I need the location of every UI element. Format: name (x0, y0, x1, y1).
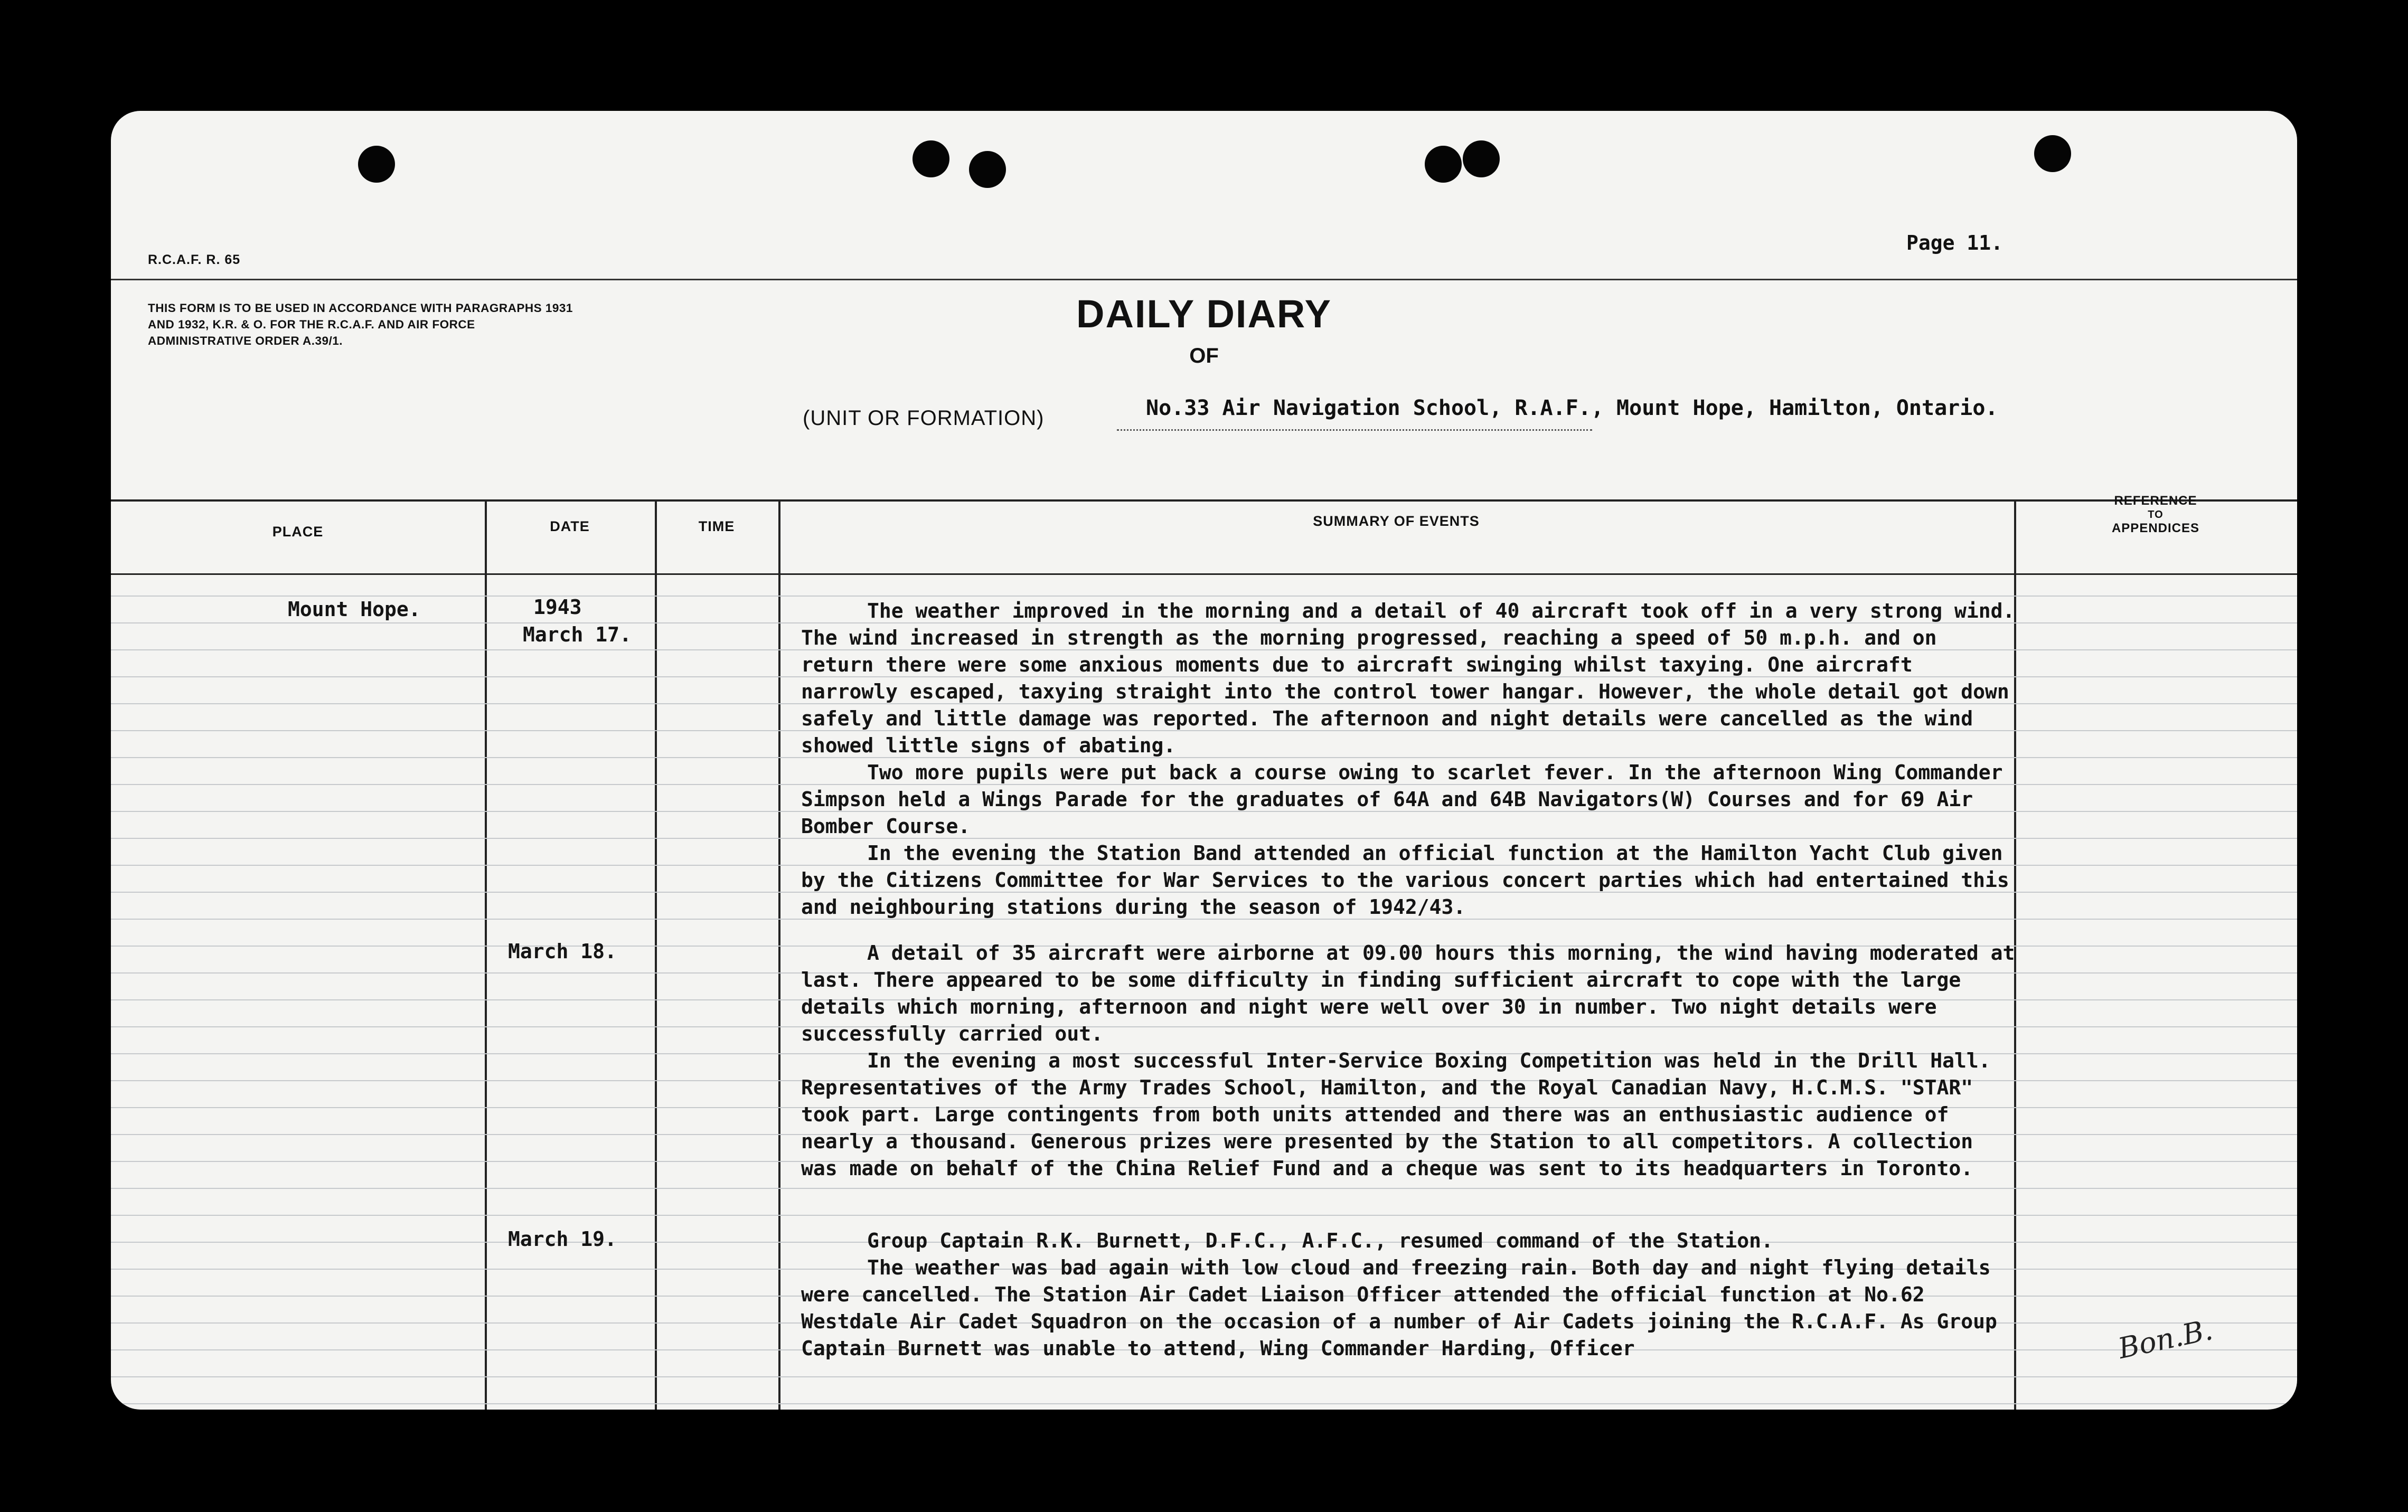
entry-place: Mount Hope. (288, 598, 421, 621)
punch-hole (358, 146, 395, 183)
reference-label-3: APPENDICES (2111, 521, 2200, 535)
title-of-label: OF (1189, 344, 1219, 367)
form-number: R.C.A.F. R. 65 (148, 252, 241, 267)
summary-paragraph: A detail of 35 aircraft were airborne at 09.00 hours this morning, the wind having moderated at last. There appeared to be some difficulty in finding sufficient aircraft to cope with the large details which morning, afternoon and night were well over 30 in number. Two night details were successfully carried out. (801, 941, 2015, 1045)
punch-hole (913, 140, 949, 177)
ruled-line (111, 1376, 2297, 1377)
column-header-date: DATE (550, 518, 590, 534)
diary-card (111, 111, 2297, 1410)
entry-summary (801, 940, 2016, 1182)
table-header-rule (111, 573, 2297, 575)
entry-summary (801, 1227, 2016, 1362)
form-instructions: THIS FORM IS TO BE USED IN ACCORDANCE WITH PARAGRAPHS 1931 AND 1932, K.R. & O. FOR THE R.C.A.F. AND AIR FORCE ADMINISTRATIVE ORDER A.39/1. (148, 301, 573, 347)
punch-hole (969, 151, 1006, 188)
ruled-line (111, 596, 2297, 597)
unit-value: No.33 Air Navigation School, R.A.F., Mount Hope, Hamilton, Ontario. (1146, 396, 1998, 420)
ruled-line (111, 1403, 2297, 1404)
summary-paragraph: The weather improved in the morning and a detail of 40 aircraft took off in a very strong wind. The wind increased in strength as the morning progressed, reaching a speed of 50 m.p.h. and on return there were some anxious moments due to aircraft swinging whilst taxying. One aircraft narrowly escaped, taxying straight into the control tower hangar. However, the whole detail got down safely and little damage was reported. The afternoon and night details were cancelled as the wind showed little signs of abating. (801, 599, 2015, 757)
reference-initials: Bon.B. (2115, 1312, 2216, 1366)
unit-label: (UNIT OR FORMATION) (803, 407, 1045, 430)
summary-paragraph: Two more pupils were put back a course owing to scarlet fever. In the afternoon Wing Commander Simpson held a Wings Parade for the graduates of 64A and 64B Navigators(W) Courses and for 69 Air Bomber Course. (801, 761, 2003, 838)
page-number: Page 11. (1906, 231, 2003, 254)
reference-label-2: TO (2148, 509, 2164, 521)
summary-paragraph: Group Captain R.K. Burnett, D.F.C., A.F.C., resumed command of the Station. (867, 1229, 1773, 1252)
summary-paragraph: In the evening the Station Band attended an official function at the Hamilton Yacht Club given by the Citizens Committee for War Services to the various concert parties which had entertained this and neighbouring stations during the season of 1942/43. (801, 842, 2009, 919)
punch-hole (2034, 135, 2071, 172)
entry-date: March 19. (508, 1227, 617, 1251)
column-header-reference (2014, 494, 2297, 535)
entry-date: March 18. (508, 940, 617, 963)
punch-hole (1425, 146, 1462, 183)
page-title: DAILY DIARY (1076, 292, 1332, 336)
summary-paragraph: The weather was bad again with low cloud and freezing rain. Both day and night flying details were cancelled. The Station Air Cadet Liaison Officer attended the official function at No.62 Westdale Air Cadet Squadron on the occasion of a number of Air Cadets joining the R.C.A.F. As Group Captain Burnett was unable to attend, Wing Commander Harding, Officer (801, 1256, 1997, 1360)
column-header-time: TIME (698, 518, 735, 534)
entry-summary (801, 598, 2016, 921)
table-top-rule (111, 499, 2297, 502)
ruled-line (111, 1215, 2297, 1216)
column-divider (485, 502, 487, 1410)
entry-date: March 17. (523, 623, 632, 646)
ruled-line (111, 1188, 2297, 1189)
punch-hole (1463, 140, 1500, 177)
entry-year: 1943 (533, 596, 582, 619)
header-divider (111, 279, 2297, 280)
summary-paragraph: In the evening a most successful Inter-Service Boxing Competition was held in the Drill Hall. Representatives of the Army Trades School, Hamilton, and the Royal Canadian Navy, H.C.M.S. "STAR" took part. Large contingents from both units attended and there was an enthusiastic audience of nearly a thousand. Generous prizes were presented by the Station to all competitors. A collection was made on behalf of the China Relief Fund and a cheque was sent to its headquarters in Toronto. (801, 1049, 1991, 1180)
reference-label-1: REFERENCE (2114, 494, 2197, 508)
column-header-place: PLACE (272, 524, 324, 540)
column-header-summary: SUMMARY OF EVENTS (1313, 513, 1480, 529)
column-divider (655, 502, 657, 1410)
column-divider (778, 502, 780, 1410)
unit-dotted-line (1117, 429, 1592, 431)
